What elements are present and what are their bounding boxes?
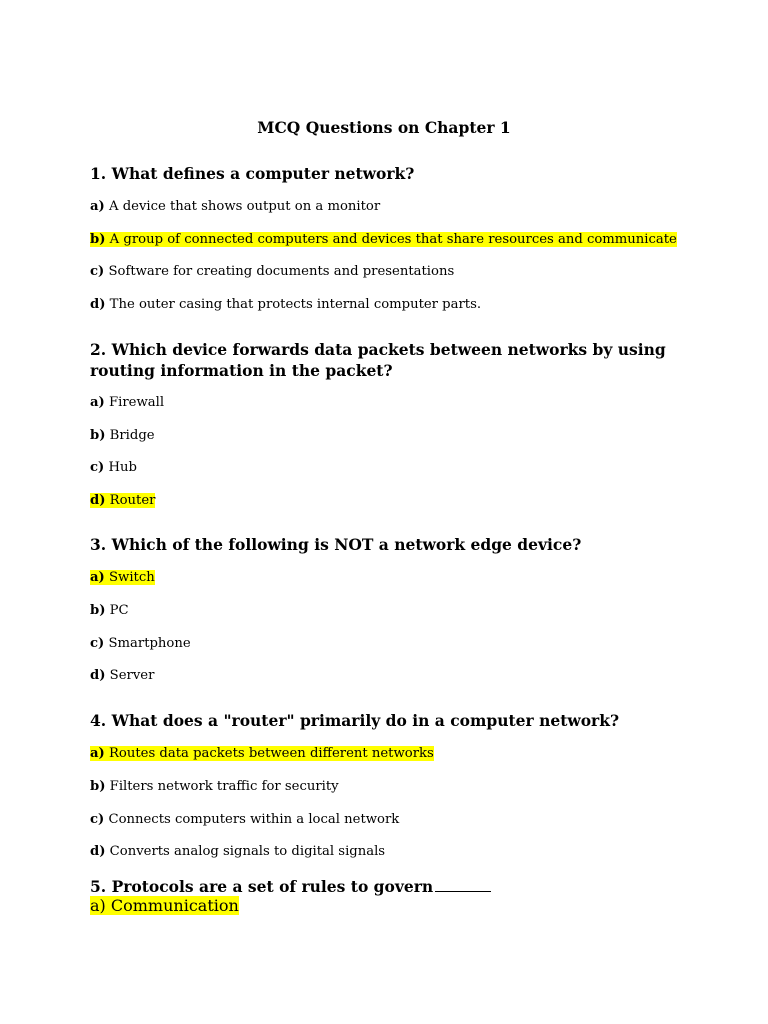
question-5-text: 5. Protocols are a set of rules to govern xyxy=(90,877,434,896)
option-text: Firewall xyxy=(109,395,165,410)
option-text: Router xyxy=(109,493,156,508)
option-letter: d) xyxy=(90,844,106,859)
question-1-option-c xyxy=(90,263,454,281)
question-2-option-b xyxy=(90,427,155,445)
option-text: Software for creating documents and presentations xyxy=(108,264,455,279)
question-4-option-c xyxy=(90,811,399,829)
question-3-option-b xyxy=(90,602,129,620)
question-4: 4. What does a "router" primarily do in a computer network? xyxy=(90,711,620,730)
question-3-option-d xyxy=(90,667,154,685)
question-5-option-a xyxy=(90,896,239,916)
option-text: The outer casing that protects internal computer parts. xyxy=(109,297,482,312)
question-1: 1. What defines a computer network? xyxy=(90,164,415,183)
option-letter: b) xyxy=(90,779,106,794)
option-letter: c) xyxy=(90,812,105,827)
option-letter: a) xyxy=(90,199,105,214)
question-2-option-d xyxy=(90,492,155,510)
option-letter: b) xyxy=(90,603,106,618)
option-letter: d) xyxy=(90,297,106,312)
option-letter: a) xyxy=(90,570,105,585)
option-letter: a) xyxy=(90,395,105,410)
option-text: PC xyxy=(109,603,129,618)
option-letter: c) xyxy=(90,460,105,475)
option-text: Hub xyxy=(108,460,137,475)
option-letter: b) xyxy=(90,232,106,247)
option-letter: c) xyxy=(90,636,105,651)
option-letter: d) xyxy=(90,668,106,683)
question-4-option-b xyxy=(90,778,339,796)
option-letter: d) xyxy=(90,493,106,508)
option-letter: a) xyxy=(90,746,105,761)
option-letter: c) xyxy=(90,264,105,279)
question-4-option-a xyxy=(90,745,434,763)
option-text: Connects computers within a local network xyxy=(108,812,400,827)
question-3-option-a xyxy=(90,569,155,587)
question-2: 2. Which device forwards data packets between networks by using routing information in the packet? xyxy=(90,340,666,380)
option-text: Filters network traffic for security xyxy=(109,779,339,794)
question-3-option-c xyxy=(90,635,191,653)
option-text: Bridge xyxy=(109,428,155,443)
answer-blank xyxy=(435,890,491,892)
option-text: Routes data packets between different networks xyxy=(109,746,434,761)
option-text: A device that shows output on a monitor xyxy=(109,199,381,214)
option-text: a) Communication xyxy=(90,896,239,915)
question-2-option-c xyxy=(90,459,137,477)
option-letter: b) xyxy=(90,428,106,443)
question-5 xyxy=(90,876,690,897)
option-text: Switch xyxy=(109,570,155,585)
question-1-option-a xyxy=(90,198,380,216)
option-text: Converts analog signals to digital signals xyxy=(109,844,386,859)
option-text: Server xyxy=(109,668,155,683)
question-1-option-d xyxy=(90,296,481,314)
question-1-option-b xyxy=(90,231,677,249)
option-text: A group of connected computers and devices that share resources and communicate xyxy=(109,232,677,247)
option-text: Smartphone xyxy=(108,636,191,651)
question-4-option-d xyxy=(90,843,385,861)
page-title: MCQ Questions on Chapter 1 xyxy=(257,118,511,137)
question-2-option-a xyxy=(90,394,164,412)
question-3: 3. Which of the following is NOT a network edge device? xyxy=(90,535,582,554)
